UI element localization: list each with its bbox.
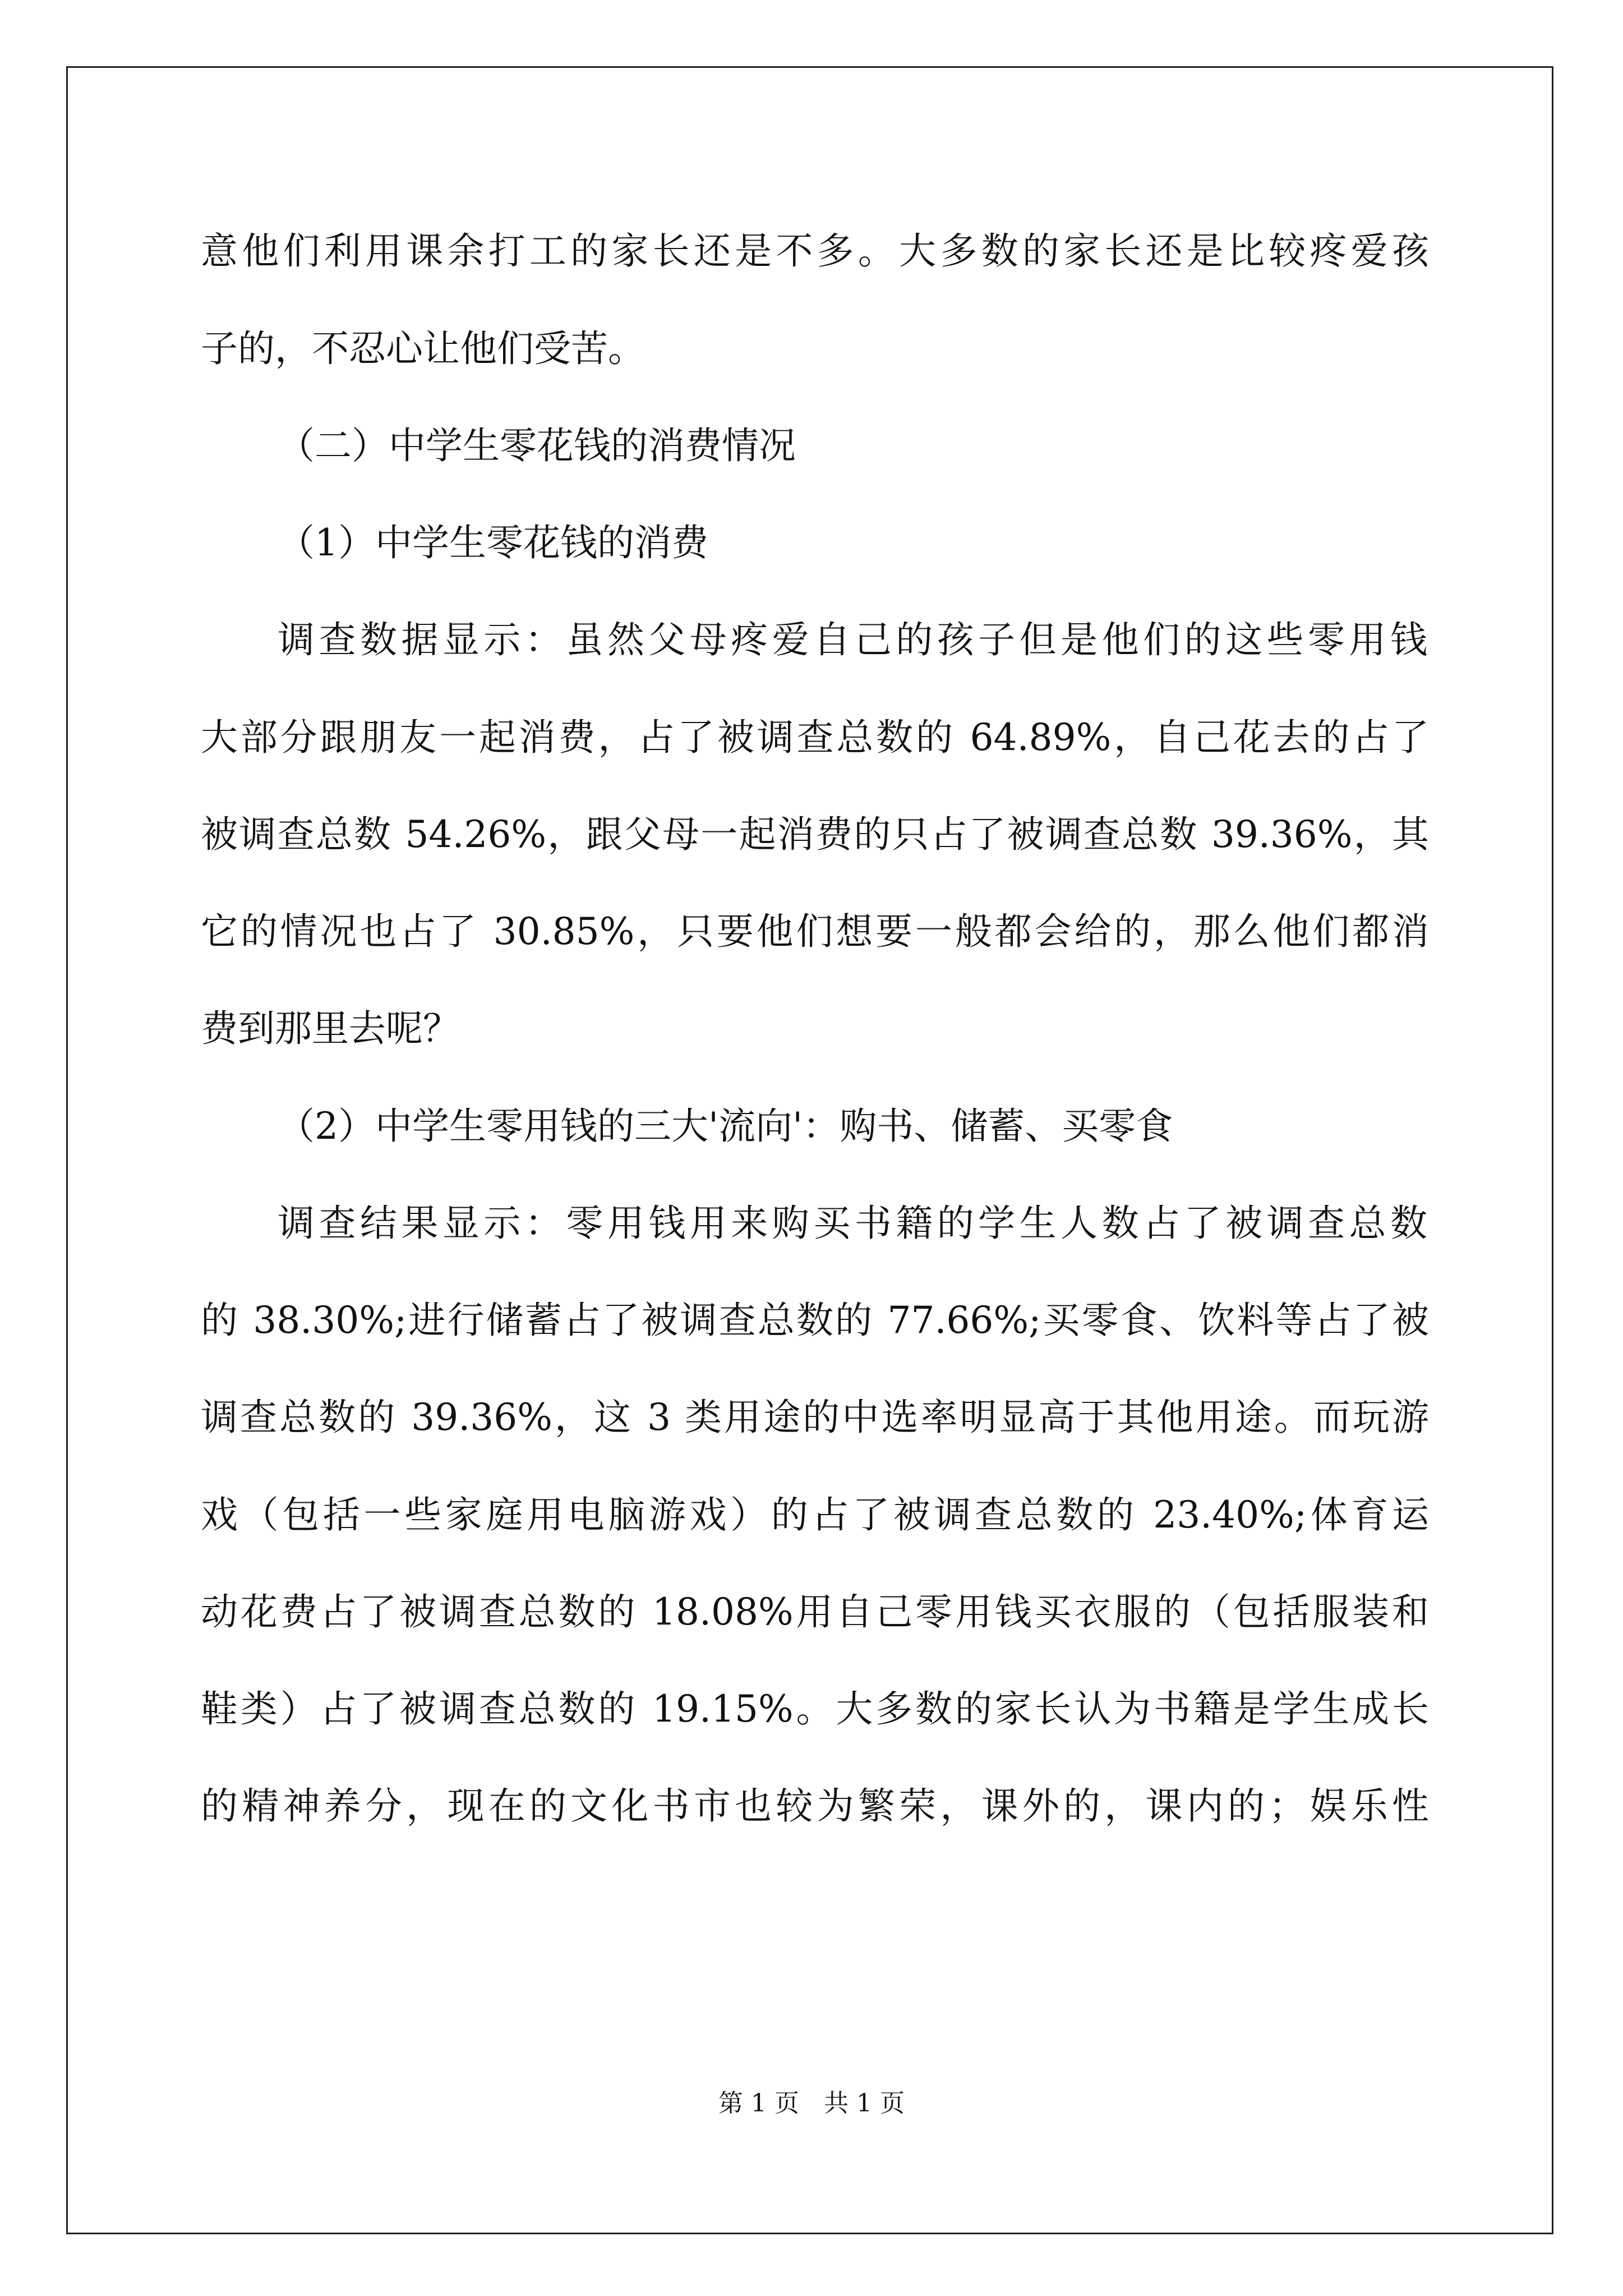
body-line: 调查结果显示：零用钱用来购买书籍的学生人数占了被调查总数 xyxy=(278,1202,1427,1245)
page-number-footer: 第 1 页 共 1 页 xyxy=(718,2089,905,2118)
body-line: 的 38.30%;进行储蓄占了被调查总数的 77.66%;买零食、饮料等占了被 xyxy=(201,1299,1429,1342)
body-line: 调查总数的 39.36%，这 3 类用途的中选率明显高于其他用途。而玩游 xyxy=(201,1396,1429,1439)
subsection-heading: （2）中学生零用钱的三大'流向'：购书、储蓄、买零食 xyxy=(278,1105,1173,1148)
body-line: 大部分跟朋友一起消费，占了被调查总数的 64.89%，自己花去的占了 xyxy=(201,716,1429,759)
body-line: 意他们利用课余打工的家长还是不多。大多数的家长还是比较疼爱孩 xyxy=(201,229,1429,273)
subsection-heading: （1）中学生零花钱的消费 xyxy=(278,521,708,564)
body-line: 调查数据显示：虽然父母疼爱自己的孩子但是他们的这些零用钱 xyxy=(278,618,1427,661)
body-line: 费到那里去呢？ xyxy=(201,1007,460,1050)
body-line: 动花费占了被调查总数的 18.08%用自己零用钱买衣服的（包括服装和 xyxy=(201,1590,1429,1634)
section-heading: （二）中学生零花钱的消费情况 xyxy=(278,424,796,467)
body-line: 鞋类）占了被调查总数的 19.15%。大多数的家长认为书籍是学生成长 xyxy=(201,1687,1429,1731)
body-line: 被调查总数 54.26%，跟父母一起消费的只占了被调查总数 39.36%，其 xyxy=(201,813,1429,856)
body-line: 子的，不忍心让他们受苦。 xyxy=(201,327,645,370)
body-line: 它的情况也占了 30.85%，只要他们想要一般都会给的，那么他们都消 xyxy=(201,910,1429,953)
body-line: 的精神养分，现在的文化书市也较为繁荣，课外的，课内的；娱乐性 xyxy=(201,1784,1429,1828)
body-line: 戏（包括一些家庭用电脑游戏）的占了被调查总数的 23.40%;体育运 xyxy=(201,1493,1429,1536)
